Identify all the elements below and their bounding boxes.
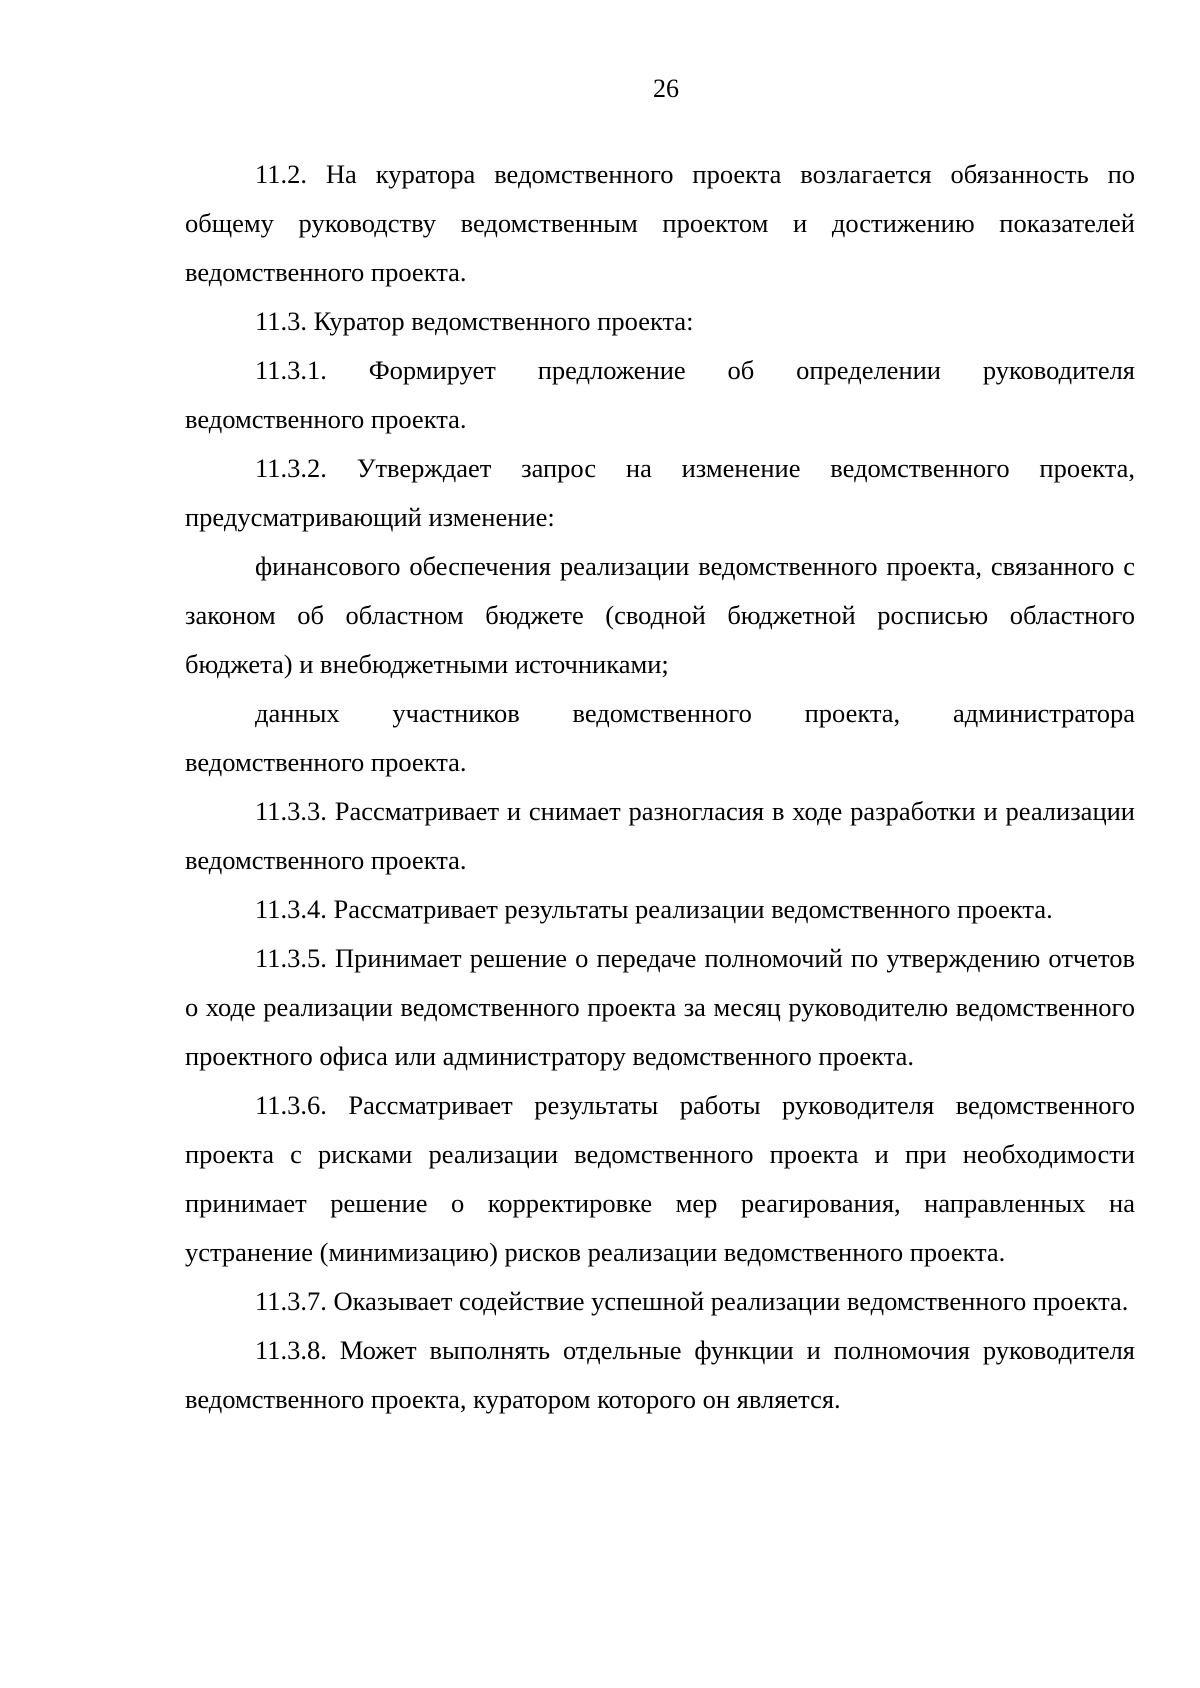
paragraph-11-3-6: 11.3.6. Рассматривает результаты работы руководителя ведомственного проекта с рисками реализации ведомственного проекта и при необходимости принимает решение о корректировке мер реагирования, направленных на устранение (минимизацию) рисков реализации ведомственного проекта. [185,1090,1135,1267]
paragraph-11-3-8: 11.3.8. Может выполнять отдельные функции и полномочия руководителя ведомственного проекта, куратором которого он является. [185,1335,1135,1414]
document-body [185,150,1135,1424]
paragraph-11-3-2: 11.3.2. Утверждает запрос на изменение ведомственного проекта, предусматривающий изменение: [185,453,1135,532]
paragraph-11-3: 11.3. Куратор ведомственного проекта: [255,306,694,336]
paragraph-11-3-7: 11.3.7. Оказывает содействие успешной реализации ведомственного проекта. [255,1286,1129,1316]
paragraph-11-3-1: 11.3.1. Формирует предложение об определении руководителя ведомственного проекта. [185,355,1135,434]
paragraph-11-3-2-item-participants: данных участников ведомственного проекта, администратора ведомственного проекта. [185,698,1135,777]
paragraph-11-2: 11.2. На куратора ведомственного проекта возлагается обязанность по общему руководству ведомственным проектом и достижению показателей ведомственного проекта. [185,159,1135,287]
paragraph-11-3-2-item-financing: финансового обеспечения реализации ведомственного проекта, связанного с законом об областном бюджете (сводной бюджетной росписью областного бюджета) и внебюджетными источниками; [185,551,1135,679]
paragraph-11-3-5: 11.3.5. Принимает решение о передаче полномочий по утверждению отчетов о ходе реализации ведомственного проекта за месяц руководителю ведомственного проектного офиса или администратору ведомственного проекта. [185,943,1135,1071]
paragraph-11-3-3: 11.3.3. Рассматривает и снимает разногласия в ходе разработки и реализации ведомственного проекта. [185,796,1135,875]
paragraph-11-3-4: 11.3.4. Рассматривает результаты реализации ведомственного проекта. [255,894,1053,924]
page-number: 26 [653,74,679,103]
